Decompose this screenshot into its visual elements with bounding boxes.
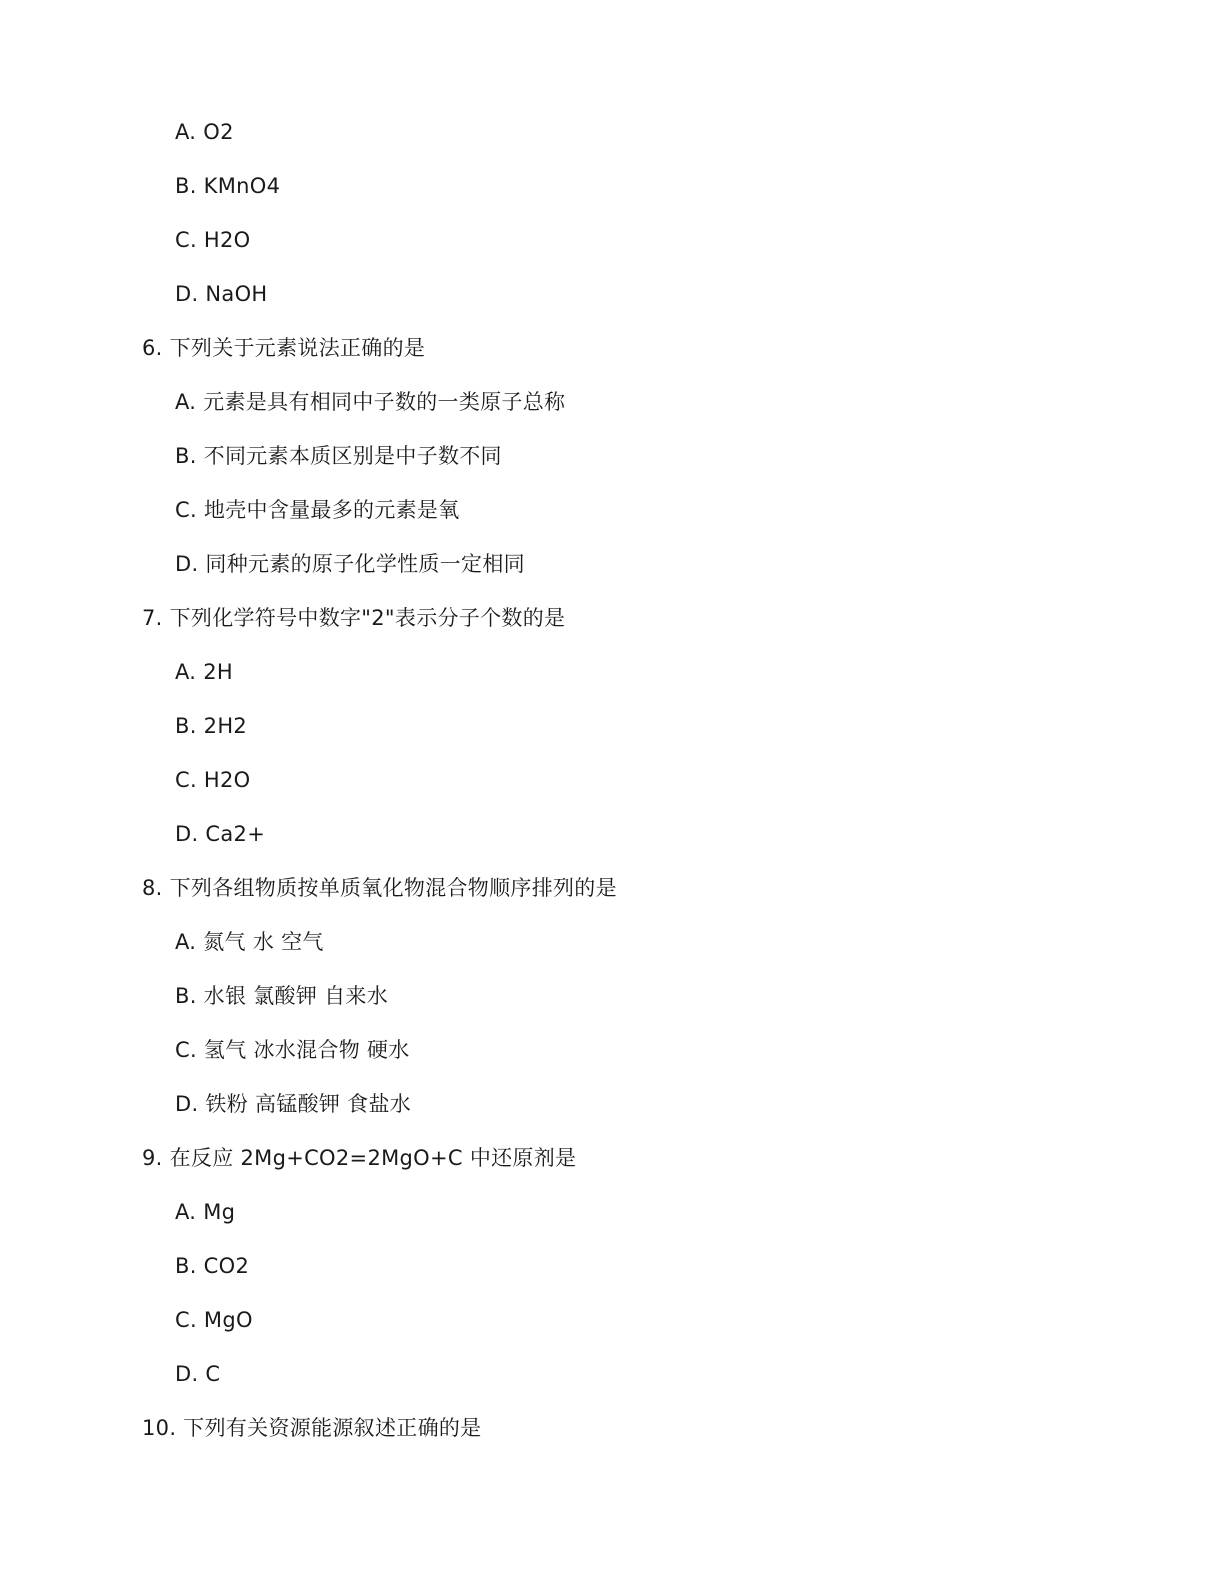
option-line: B. 水银 氯酸钾 自来水: [175, 984, 389, 1008]
option-line: A. Mg: [175, 1200, 236, 1224]
question-line: 6. 下列关于元素说法正确的是: [142, 336, 426, 360]
option-line: D. Ca2+: [175, 822, 266, 846]
option-line: A. 氮气 水 空气: [175, 930, 324, 954]
option-line: D. NaOH: [175, 282, 268, 306]
option-line: D. 同种元素的原子化学性质一定相同: [175, 552, 525, 576]
option-line: C. 氢气 冰水混合物 硬水: [175, 1038, 410, 1062]
option-line: A. O2: [175, 120, 234, 144]
option-line: C. 地壳中含量最多的元素是氧: [175, 498, 460, 522]
option-line: B. 不同元素本质区别是中子数不同: [175, 444, 502, 468]
option-line: C. H2O: [175, 228, 251, 252]
option-line: C. MgO: [175, 1308, 253, 1332]
option-line: A. 元素是具有相同中子数的一类原子总称: [175, 390, 566, 414]
option-line: C. H2O: [175, 768, 251, 792]
question-line: 10. 下列有关资源能源叙述正确的是: [142, 1416, 482, 1440]
question-line: 9. 在反应 2Mg+CO2=2MgO+C 中还原剂是: [142, 1146, 577, 1170]
question-line: 8. 下列各组物质按单质氧化物混合物顺序排列的是: [142, 876, 617, 900]
question-line: 7. 下列化学符号中数字"2"表示分子个数的是: [142, 606, 566, 630]
option-line: B. CO2: [175, 1254, 250, 1278]
option-line: B. 2H2: [175, 714, 248, 738]
option-line: A. 2H: [175, 660, 233, 684]
option-line: D. 铁粉 高锰酸钾 食盐水: [175, 1092, 412, 1116]
option-line: B. KMnO4: [175, 174, 281, 198]
option-line: D. C: [175, 1362, 221, 1386]
